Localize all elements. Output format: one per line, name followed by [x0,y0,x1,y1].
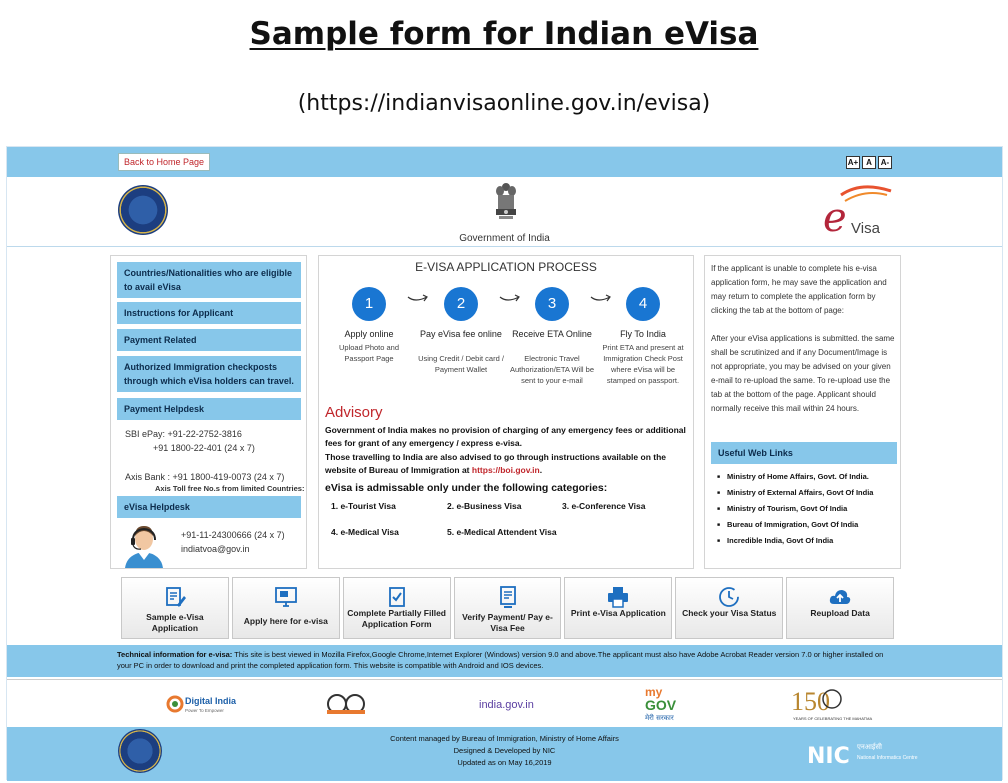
svg-text:एनआईसी: एनआईसी [857,743,882,751]
footer-content-managed: Content managed by Bureau of Immigration, Ministry of Home Affairs [390,734,619,743]
category-item: 5. e-Medical Attendent Visa [447,527,557,537]
slide-title: Sample form for Indian eVisa [249,16,759,52]
partner-logos-row [7,679,1002,727]
back-to-home-button[interactable]: Back to Home Page [118,153,210,171]
reupload-data-button[interactable]: Reupload Data [786,577,894,639]
menu-payment-helpdesk[interactable]: Payment Helpdesk [117,398,301,420]
site-header [7,177,1002,247]
svg-text:NIC: NIC [807,744,850,769]
check-visa-status-button[interactable]: Check your Visa Status [675,577,783,639]
arrow-right-icon [407,294,429,304]
web-link-immigration[interactable]: ■ Bureau of Immigration, Govt Of India [717,520,858,529]
bureau-immigration-emblem-icon [118,185,168,235]
top-bar [7,147,1002,177]
category-item: 3. e-Conference Visa [562,501,646,511]
india-gov-logo[interactable] [477,686,539,722]
step-3-circle: 3 [535,287,569,321]
web-link-incredible-india[interactable]: ■ Incredible India, Govt Of India [717,536,833,545]
font-increase-button[interactable]: A+ [847,158,859,167]
svg-text:Power To Empower: Power To Empower [185,708,224,713]
menu-payment-related[interactable]: Payment Related [117,329,301,351]
computer-icon [274,585,298,609]
national-emblem-icon [493,181,519,221]
cloud-upload-icon [828,585,852,609]
svg-text:मेरी सरकार: मेरी सरकार [645,714,674,722]
action-buttons-row [121,577,894,639]
step-1-desc: Upload Photo and Passport Page [338,343,400,363]
slide-url: (https://indianvisaonline.gov.in/evisa) [297,91,711,116]
font-reset-button[interactable]: A [862,156,876,169]
menu-evisa-helpdesk[interactable]: eVisa Helpdesk [117,496,301,518]
left-menu-panel [110,255,307,569]
government-of-india-label: Government of India [459,233,550,244]
evisa-website [6,146,1003,780]
footer-updated: Updated as on May 16,2019 [457,758,552,767]
printer-icon [606,585,630,609]
axis-note: Axis Toll free No.s from limited Countries: [155,484,305,493]
helpdesk-email[interactable]: indiatvoa@gov.in [181,544,250,554]
nic-logo[interactable] [807,737,918,769]
form-edit-icon [163,585,187,609]
svg-text:india.gov.in: india.gov.in [479,699,534,711]
helpdesk-phone: +91-11-24300666 (24 x 7) [181,530,285,540]
svg-text:GOV: GOV [645,697,677,713]
useful-links-heading: Useful Web Links [711,442,897,464]
arrow-right-icon [499,294,521,304]
axis-phone: Axis Bank : +91 1800-419-0073 (24 x 7) [125,472,285,482]
step-4-desc: Print ETA and present at Immigration Check Post where eVisa will be stamped on passport. [602,343,684,385]
svg-text:e: e [823,195,847,241]
step-2-desc: Using Credit / Debit card / Payment Wallet [418,354,504,374]
right-info-panel [704,255,901,569]
svg-text:Digital India: Digital India [185,696,237,706]
web-link-tourism[interactable]: ■ Ministry of Tourism, Govt Of India [717,504,847,513]
step-3-title: Receive ETA Online [512,329,592,339]
center-process-panel [318,255,694,569]
reupload-info-text: After your eVisa applications is submitted. the same shall be scrutinized and if any Document/Image is not appropriate, you may be advised on your given e-mail to re-upload the same. To re-upload use the tab at the bottom of the page. Applicant should normally receive this mail within 24 hours. [711,334,895,413]
font-decrease-button[interactable]: A- [878,156,892,169]
checklist-icon [385,585,409,609]
digital-india-logo[interactable] [167,686,237,722]
category-item: 2. e-Business Visa [447,501,522,511]
print-evisa-button[interactable]: Print e-Visa Application [564,577,672,639]
technical-info-bar: Technical information for e-visa: This site is best viewed in Mozilla Firefox,Google Chrome,Internet Explorer (Windows) version 9.0 and above.The applicant must also have Adobe Acrobat Reader version 7.0 or higher installed on your PC in order to download and print the completed application form. This website is compatible with Android and IOS devices. [7,645,1002,677]
step-2-title: Pay eVisa fee online [420,329,502,339]
sbi-phone-2: +91 1800-22-401 (24 x 7) [153,443,255,453]
helpdesk-avatar-icon [121,522,167,568]
arrow-right-icon [590,294,612,304]
gandhi-150-logo[interactable] [789,682,873,726]
evisa-logo-icon [821,183,895,239]
footer-designed-by: Designed & Developed by NIC [453,746,556,755]
category-item: 4. e-Medical Visa [331,527,399,537]
apply-evisa-button[interactable]: Apply here for e-visa [232,577,340,639]
advisory-heading: Advisory [325,404,383,421]
menu-eligible-countries[interactable]: Countries/Nationalities who are eligible to avail eVisa [117,262,301,298]
advisory-text-1: Government of India makes no provision of charging of any emergency fees or additional fees for grant of any emergency / express e-visa. [325,425,686,448]
swachh-bharat-logo[interactable] [323,686,369,722]
save-info-text: If the applicant is unable to complete his e-visa application form, he may save the application and may return to complete the application form by clicking the tab at the bottom of page: [711,264,887,315]
font-size-controls [846,156,892,169]
menu-immigration-checkposts[interactable]: Authorized Immigration checkposts through which eVisa holders can travel. [117,356,301,392]
menu-instructions[interactable]: Instructions for Applicant [117,302,301,324]
admissible-title: eVisa is admissable only under the following categories: [325,482,608,494]
mygov-logo[interactable] [641,684,685,724]
step-2-circle: 2 [444,287,478,321]
sbi-phone-1: SBI ePay: +91-22-2752-3816 [125,429,242,439]
process-title: E-VISA APPLICATION PROCESS [415,260,597,274]
verify-payment-button[interactable]: Verify Payment/ Pay e-Visa Fee [454,577,562,639]
clock-icon [717,585,741,609]
svg-text:150: 150 [791,687,830,716]
boi-link[interactable]: https://boi.gov.in [471,465,540,475]
web-link-home-affairs[interactable]: ■ Ministry of Home Affairs, Govt. Of India. [717,472,869,481]
step-3-desc: Electronic Travel Authorization/ETA Will be sent to your e-mail [509,354,595,385]
svg-text:YEARS OF CELEBRATING THE MAHAT: YEARS OF CELEBRATING THE MAHATMA [793,716,873,721]
step-1-title: Apply online [344,329,394,339]
svg-text:my: my [645,685,663,699]
document-check-icon [496,585,520,609]
step-4-title: Fly To India [620,329,666,339]
step-1-circle: 1 [352,287,386,321]
svg-text:National Informatics Centre: National Informatics Centre [857,755,918,761]
sample-evisa-button[interactable]: Sample e-Visa Application [121,577,229,639]
step-4-circle: 4 [626,287,660,321]
svg-text:Visa: Visa [851,220,880,237]
category-item: 1. e-Tourist Visa [331,501,396,511]
advisory-text-2: Those travelling to India are also advised to go through instructions available on the website of Bureau of Immigration at https://boi.gov.in. [325,452,667,475]
complete-partial-form-button[interactable]: Complete Partially Filled Application Form [343,577,451,639]
web-link-external-affairs[interactable]: ■ Ministry of External Affairs, Govt Of India [717,488,873,497]
site-footer [7,727,1002,781]
